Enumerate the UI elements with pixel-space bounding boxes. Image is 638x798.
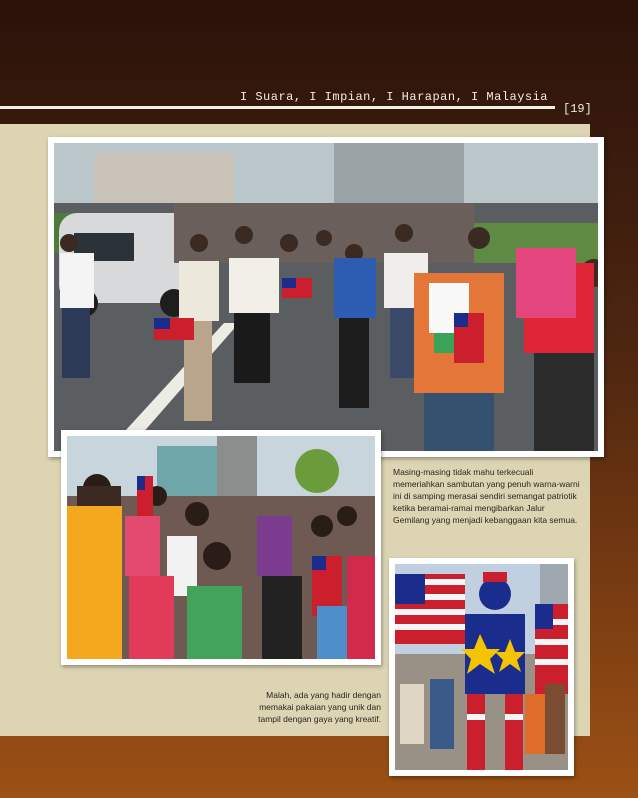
page-number: [19] <box>563 102 592 116</box>
photo-parade-street <box>48 137 604 457</box>
caption-costume: Malah, ada yang hadir dengan memakai pakaian yang unik dan tampil dengan gaya yang kreatif. <box>258 690 381 724</box>
photo-children-crowd <box>61 430 381 665</box>
header-rule <box>0 106 555 109</box>
photo-costume-stilt <box>389 558 574 776</box>
photo-children-crowd-image <box>67 436 375 659</box>
photo-costume-stilt-image <box>395 564 568 770</box>
header-title: I Suara, I Impian, I Harapan, I Malaysia <box>239 90 548 104</box>
caption-patriotic: Masing-masing tidak mahu terkecuali memeriahkan sambutan yang penuh warna-warni ini di samping merasai sendiri semangat patriotik ketika beramai-ramai mengibarkan Jalur Gemilang yang menjadi kebanggaan kita semua. <box>393 467 580 525</box>
photo-parade-street-image <box>54 143 598 451</box>
